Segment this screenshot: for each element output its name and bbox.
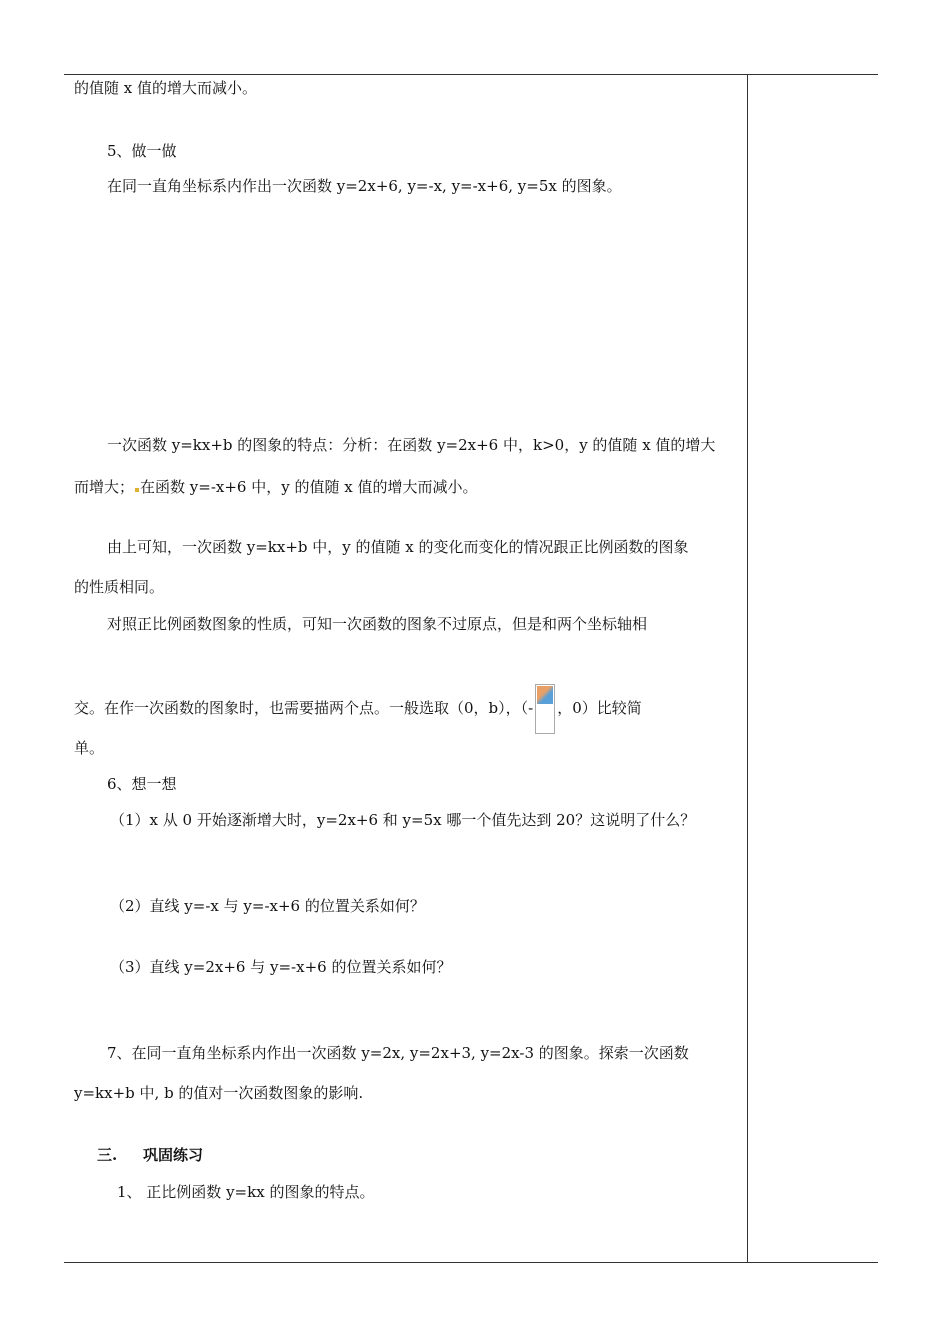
section-heading: 6、想一想 bbox=[107, 775, 177, 793]
question-line: （2）直线 y=-x 与 y=-x+6 的位置关系如何？ bbox=[110, 897, 425, 915]
text-line: 一次函数 y=kx+b 的图象的特点：分析：在函数 y=2x+6 中，k>0，y 的值随 x 值的增大 bbox=[107, 436, 716, 454]
text-fragment: 在函数 y=-x+6 中，y 的值随 x 值的增大而减小。 bbox=[140, 478, 478, 496]
question-line: （1）x 从 0 开始逐渐增大时，y=2x+6 和 y=5x 哪一个值先达到 20？这说明了什么？ bbox=[110, 811, 696, 829]
bottom-border bbox=[64, 1262, 878, 1263]
text-line: 由上可知，一次函数 y=kx+b 中，y 的值随 x 的变化而变化的情况跟正比例函数的图象 bbox=[107, 538, 689, 556]
column-divider bbox=[747, 74, 748, 1263]
text-line: 的值随 x 值的增大而减小。 bbox=[74, 79, 257, 97]
text-line: y=kx+b 中, b 的值对一次函数图象的影响. bbox=[74, 1084, 364, 1102]
section-heading: 5、做一做 bbox=[107, 142, 177, 160]
exercise-line: 1、 正比例函数 y=kx 的图象的特点。 bbox=[117, 1183, 375, 1201]
text-line: 的性质相同。 bbox=[74, 578, 165, 596]
text-line: 对照正比例函数图象的性质，可知一次函数的图象不过原点，但是和两个坐标轴相 bbox=[107, 615, 648, 633]
highlight-mark-icon bbox=[135, 488, 139, 492]
text-line bbox=[74, 684, 642, 734]
formula-image-icon bbox=[535, 684, 555, 734]
text-fragment: 而增大； bbox=[74, 478, 135, 496]
top-border bbox=[64, 74, 878, 75]
question-line: （3）直线 y=2x+6 与 y=-x+6 的位置关系如何？ bbox=[110, 958, 452, 976]
text-line: 7、在同一直角坐标系内作出一次函数 y=2x, y=2x+3, y=2x-3 的图象。探索一次函数 bbox=[107, 1044, 689, 1062]
text-fragment: 交。在作一次函数的图象时，也需要描两个点。一般选取（0，b），（- bbox=[74, 699, 534, 717]
text-line bbox=[74, 477, 477, 497]
text-line: 在同一直角坐标系内作出一次函数 y=2x+6, y=-x, y=-x+6, y=5x 的图象。 bbox=[107, 177, 622, 195]
section-number: 三. bbox=[97, 1146, 118, 1164]
text-line: 单。 bbox=[74, 739, 105, 757]
text-fragment: ，0）比较简 bbox=[557, 699, 642, 717]
section-title: 巩固练习 bbox=[143, 1146, 204, 1164]
